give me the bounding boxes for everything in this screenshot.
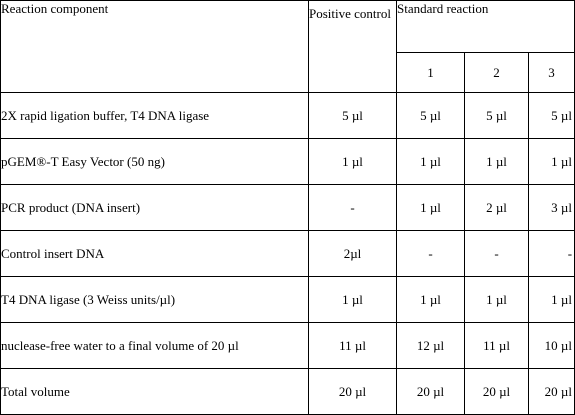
table-row <box>1 323 575 369</box>
table-row <box>1 369 575 415</box>
reaction-3-value: 1 µl <box>529 139 575 185</box>
table-row <box>1 139 575 185</box>
row-component-label: PCR product (DNA insert) <box>1 185 309 231</box>
reaction-3-value: 5 µl <box>529 93 575 139</box>
row-component-label: Control insert DNA <box>1 231 309 277</box>
reaction-3-value: 3 µl <box>529 185 575 231</box>
reaction-2-value: 1 µl <box>465 139 529 185</box>
reaction-2-value: 20 µl <box>465 369 529 415</box>
reaction-1-value: 12 µl <box>397 323 465 369</box>
table-row <box>1 231 575 277</box>
reaction-3-value: - <box>529 231 575 277</box>
reaction-1-value: 20 µl <box>397 369 465 415</box>
header-row <box>1 1 575 53</box>
reaction-1-value: - <box>397 231 465 277</box>
positive-control-value: 11 µl <box>309 323 397 369</box>
reaction-1-value: 1 µl <box>397 277 465 323</box>
header-reaction-2: 2 <box>465 53 529 93</box>
reaction-3-value: 10 µl <box>529 323 575 369</box>
positive-control-value: - <box>309 185 397 231</box>
header-reaction-3: 3 <box>529 53 575 93</box>
reaction-3-value: 1 µl <box>529 277 575 323</box>
header-positive-control: Positive control <box>309 1 397 93</box>
row-component-label: pGEM®-T Easy Vector (50 ng) <box>1 139 309 185</box>
reaction-1-value: 1 µl <box>397 139 465 185</box>
reaction-2-value: 1 µl <box>465 277 529 323</box>
positive-control-value: 1 µl <box>309 139 397 185</box>
reaction-2-value: 11 µl <box>465 323 529 369</box>
positive-control-value: 1 µl <box>309 277 397 323</box>
header-standard-reaction: Standard reaction <box>397 1 575 53</box>
reaction-3-value: 20 µl <box>529 369 575 415</box>
reaction-2-value: 5 µl <box>465 93 529 139</box>
reaction-2-value: - <box>465 231 529 277</box>
reaction-2-value: 2 µl <box>465 185 529 231</box>
row-component-label: T4 DNA ligase (3 Weiss units/µl) <box>1 277 309 323</box>
row-component-label: 2X rapid ligation buffer, T4 DNA ligase <box>1 93 309 139</box>
table-row <box>1 185 575 231</box>
row-component-label: nuclease-free water to a final volume of 20 µl <box>1 323 309 369</box>
header-reaction-component: Reaction component <box>1 1 309 93</box>
positive-control-value: 5 µl <box>309 93 397 139</box>
positive-control-value: 2µl <box>309 231 397 277</box>
reaction-1-value: 5 µl <box>397 93 465 139</box>
table-row <box>1 93 575 139</box>
header-reaction-1: 1 <box>397 53 465 93</box>
table-row <box>1 277 575 323</box>
positive-control-value: 20 µl <box>309 369 397 415</box>
row-component-label: Total volume <box>1 369 309 415</box>
reaction-1-value: 1 µl <box>397 185 465 231</box>
